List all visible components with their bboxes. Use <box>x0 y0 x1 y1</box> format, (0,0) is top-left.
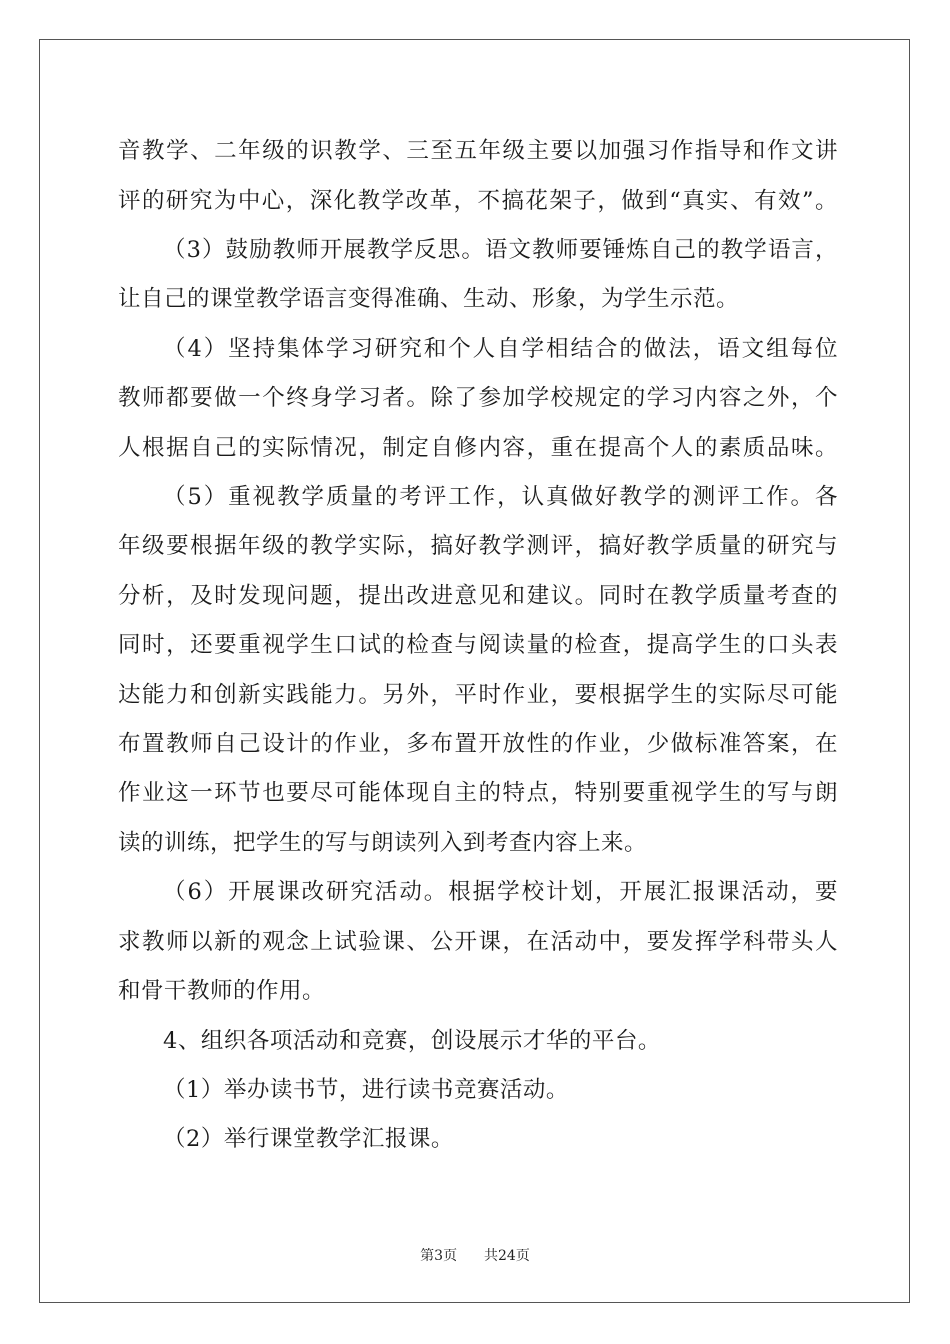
text-line: 年级要根据年级的教学实际，搞好教学测评，搞好教学质量的研究与 <box>118 533 838 559</box>
text-line: 分析，及时发现问题，提出改进意见和建议。同时在教学质量考查的 <box>118 583 838 609</box>
section-heading: 4、组织各项活动和竞赛，创设展示才华的平台。 <box>163 1028 661 1054</box>
page-number: 第3页 <box>420 1248 458 1264</box>
text-line: （4）坚持集体学习研究和个人自学相结合的做法，语文组每位 <box>163 336 838 362</box>
text-line: 教师都要做一个终身学习者。除了参加学校规定的学习内容之外，个 <box>118 385 838 411</box>
text-line: 让自己的课堂教学语言变得准确、生动、形象，为学生示范。 <box>118 286 740 312</box>
text-line: 评的研究为中心，深化教学改革，不搞花架子，做到“真实、有效”。 <box>118 188 838 214</box>
text-line: 达能力和创新实践能力。另外，平时作业，要根据学生的实际尽可能 <box>118 682 838 708</box>
text-line: （1）举办读书节，进行读书竞赛活动。 <box>163 1077 569 1103</box>
text-line: 和骨干教师的作用。 <box>118 978 326 1004</box>
text-line: 读的训练，把学生的写与朗读列入到考查内容上来。 <box>118 830 648 856</box>
text-line: 作业这一环节也要尽可能体现自主的特点，特别要重视学生的写与朗 <box>118 780 838 806</box>
text-line: （6）开展课改研究活动。根据学校计划，开展汇报课活动，要 <box>163 879 838 905</box>
text-line: 人根据自己的实际情况，制定自修内容，重在提高个人的素质品味。 <box>118 435 838 461</box>
text-line: 布置教师自己设计的作业，多布置开放性的作业，少做标准答案，在 <box>118 731 838 757</box>
text-line: （3）鼓励教师开展教学反思。语文教师要锤炼自己的教学语言， <box>163 237 838 263</box>
page-total: 共24页 <box>484 1248 530 1264</box>
text-line: 求教师以新的观念上试验课、公开课，在活动中，要发挥学科带头人 <box>118 929 838 955</box>
text-line: 音教学、二年级的识教学、三至五年级主要以加强习作指导和作文讲 <box>118 138 838 164</box>
text-line: （2）举行课堂教学汇报课。 <box>163 1126 454 1152</box>
text-line: 同时，还要重视学生口试的检查与阅读量的检查，提高学生的口头表 <box>118 632 838 658</box>
page-footer <box>0 1245 950 1265</box>
text-line: （5）重视教学质量的考评工作，认真做好教学的测评工作。各 <box>163 484 838 510</box>
